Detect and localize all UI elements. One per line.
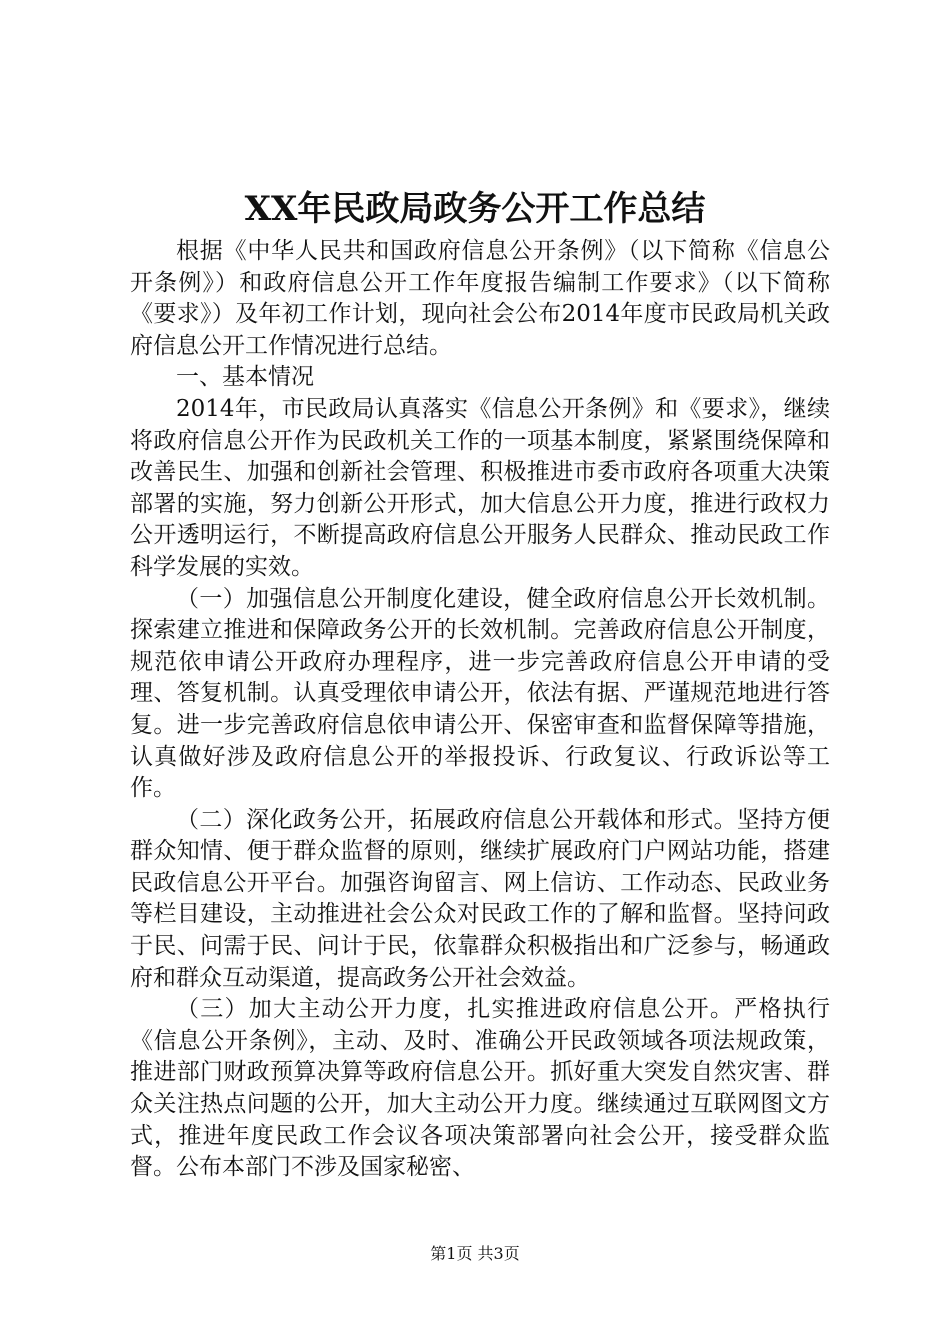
- paragraph-item-3: （三）加大主动公开力度，扎实推进政府信息公开。严格执行《信息公开条例》，主动、及时、准确公开民政领域各项法规政策，推进部门财政预算决算等政府信息公开。抓好重大突发自然灾害、群众关注热点问题的公开，加大主动公开力度。继续通过互联网图文方式，推进年度民政工作会议各项决策部署向社会公开，接受群众监督。公布本部门不涉及国家秘密、: [130, 996, 830, 1181]
- paragraph-item-2: （二）深化政务公开，拓展政府信息公开载体和形式。坚持方便群众知情、便于群众监督的原则，继续扩展政府门户网站功能，搭建民政信息公开平台。加强咨询留言、网上信访、工作动态、民政业务等栏目建设，主动推进社会公众对民政工作的了解和监督。坚持问政于民、问需于民、问计于民，依靠群众积极指出和广泛参与，畅通政府和群众互动渠道，提高政务公开社会效益。: [130, 806, 830, 991]
- section-heading-basic: 一、基本情况: [176, 364, 314, 391]
- page-title: XX年民政局政务公开工作总结: [244, 189, 706, 229]
- paragraph-item-1: （一）加强信息公开制度化建设，健全政府信息公开长效机制。探索建立推进和保障政务公开的长效机制。完善政府信息公开制度，规范依申请公开政府办理程序，进一步完善政府信息公开申请的受理、答复机制。认真受理依申请公开，依法有据、严谨规范地进行答复。进一步完善政府信息依申请公开、保密审查和监督保障等措施，认真做好涉及政府信息公开的举报投诉、行政复议、行政诉讼等工作。: [130, 585, 830, 802]
- page-footer: 第1页 共3页: [430, 1244, 520, 1263]
- document-body: [130, 236, 830, 1184]
- paragraph-overview: 2014年，市民政局认真落实《信息公开条例》和《要求》，继续将政府信息公开作为民政机关工作的一项基本制度，紧紧围绕保障和改善民生、加强和创新社会管理、积极推进市委市政府各项重大决策部署的实施，努力创新公开形式，加大信息公开力度，推进行政权力公开透明运行，不断提高政府信息公开服务人民群众、推动民政工作科学发展的实效。: [130, 395, 830, 580]
- paragraph-intro: 根据《中华人民共和国政府信息公开条例》（以下简称《信息公开条例》）和政府信息公开工作年度报告编制工作要求》（以下简称《要求》）及年初工作计划，现向社会公布2014年度市民政局机关政府信息公开工作情况进行总结。: [130, 238, 830, 359]
